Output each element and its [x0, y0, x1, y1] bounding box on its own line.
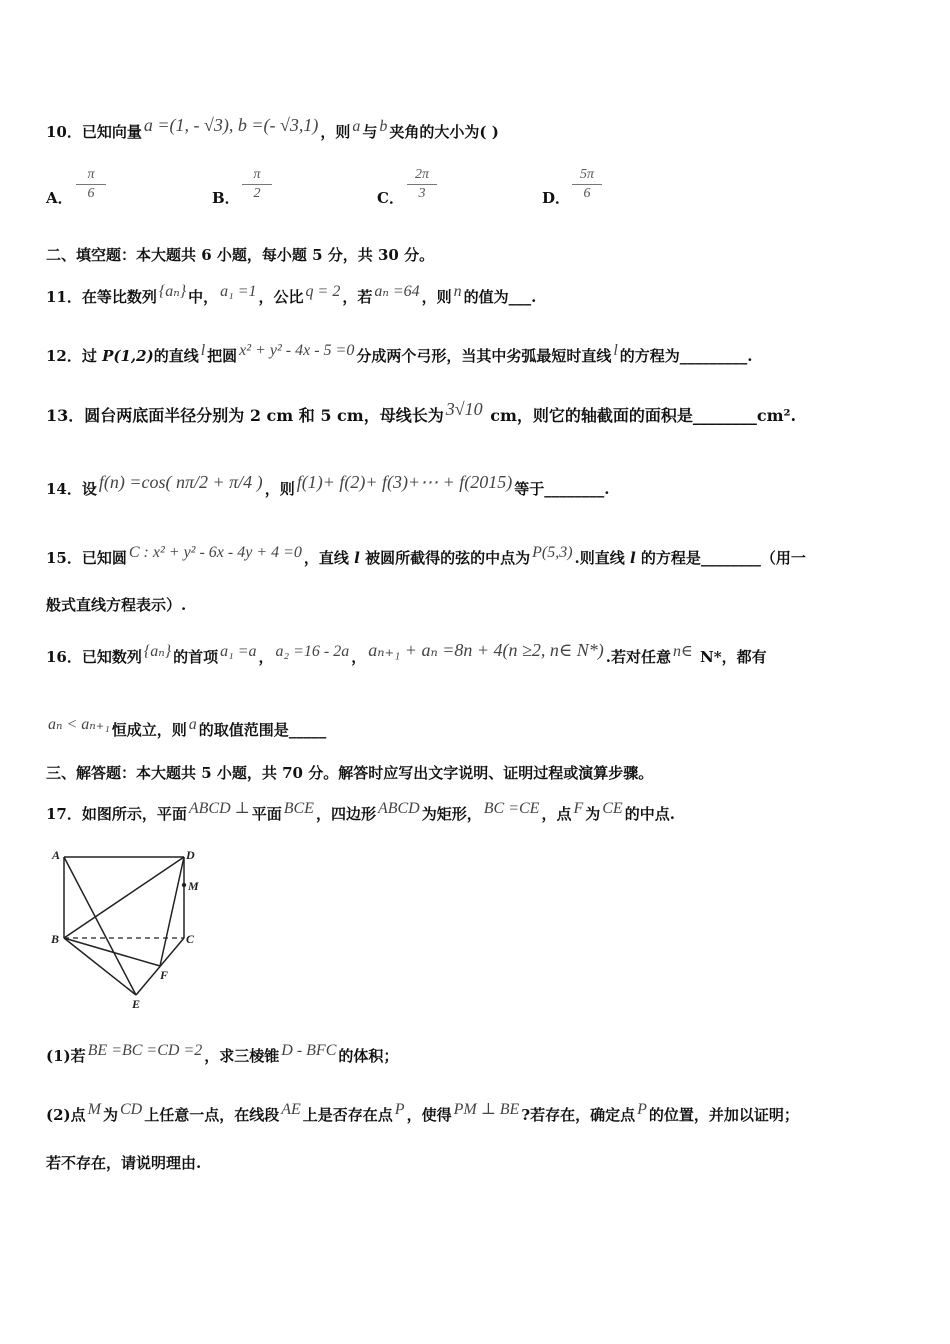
- label-d: D: [186, 848, 195, 862]
- q17-stem: 17．如图所示，平面 ABCD ⊥ 平面 BCE ，四边形 ABCD 为矩形， BC =CE ，点 F 为 CE 的中点.: [46, 800, 675, 823]
- label-c: C: [186, 932, 195, 946]
- q15-line2: 般式直线方程表示）.: [46, 596, 187, 614]
- option-c-fraction: $\frac{2\pi}{3}$: [407, 167, 437, 202]
- q13: 13．圆台两底面半径分别为 2 cm 和 5 cm，母线长为 3√10 cm，则它的轴截面的面积是________cm².: [46, 399, 797, 425]
- q11: 11．在等比数列 {aₙ} 中， a₁ =1 ，公比 q = 2 ，若 aₙ =64 ，则 n 的值为___.: [46, 283, 537, 306]
- edge-ce: [136, 938, 184, 995]
- edge-ae: [64, 857, 136, 995]
- q15-line1: 15．已知圆 C : x² + y² - 6x - 4y + 4 =0 ，直线 l 被圆所截得的弦的中点为 P(5,3) .则直线 l 的方程是________（用一: [46, 544, 806, 567]
- option-a-fraction: $\frac{\pi}{6}$: [76, 167, 106, 202]
- section-2-heading: 二、填空题：本大题共 6 小题，每小题 5 分，共 30 分。: [46, 246, 435, 264]
- section-3-heading: 三、解答题：本大题共 5 小题，共 70 分。解答时应写出文字说明、证明过程或演算步骤。: [46, 764, 654, 782]
- point-m: [182, 883, 186, 887]
- q16-line1: 16．已知数列 {aₙ} 的首项 a₁ =a ， a₂ =16 - 2a ， aₙ₊₁ + aₙ =8n + 4(n ≥2, n∈ N*) .若对任意 n∈ N*，都有: [46, 640, 767, 666]
- q17-part1: (1)若 BE =BC =CD =2 ，求三棱锥 D - BFC 的体积；: [46, 1042, 399, 1065]
- vectors-formula: a =(1, - √3), b =(- √3,1): [143, 115, 319, 135]
- edge-df: [160, 857, 184, 966]
- label-m: M: [188, 879, 199, 893]
- label-e: E: [132, 997, 141, 1010]
- q14: 14．设 f(n) =cos( nπ/2 + π/4 ) ，则 f(1)+ f(2)+ f(3)+⋯ + f(2015) 等于________.: [46, 472, 610, 498]
- q10-stem: 10．已知向量 a =(1, - √3), b =(- √3,1) ，则 a 与 b 夹角的大小为( ): [46, 115, 499, 141]
- q16-line2: aₙ < aₙ₊₁ 恒成立，则 a 的取值范围是_____: [48, 716, 327, 739]
- edge-bf: [64, 938, 160, 966]
- q12: 12．过 P(1,2)的直线 l 把圆 x² + y² - 4x - 5 =0 分成两个弓形，当其中劣弧最短时直线 l 的方程为_________.: [46, 342, 753, 365]
- geometry-figure: [50, 845, 210, 1010]
- edge-bd: [64, 857, 184, 938]
- label-f: F: [160, 968, 169, 982]
- label-a: A: [52, 848, 61, 862]
- option-b-fraction: $\frac{\pi}{2}$: [242, 167, 272, 202]
- q17-part2-line2: 若不存在，请说明理由.: [46, 1154, 202, 1172]
- option-d-fraction: $\frac{5\pi}{6}$: [572, 167, 602, 202]
- q17-part2-line1: (2)点 M 为 CD 上任意一点，在线段 AE 上是否存在点 P ，使得 PM ⊥ BE ?若存在，确定点 P 的位置，并加以证明；: [46, 1101, 799, 1124]
- edge-be: [64, 938, 136, 995]
- label-b: B: [51, 932, 60, 946]
